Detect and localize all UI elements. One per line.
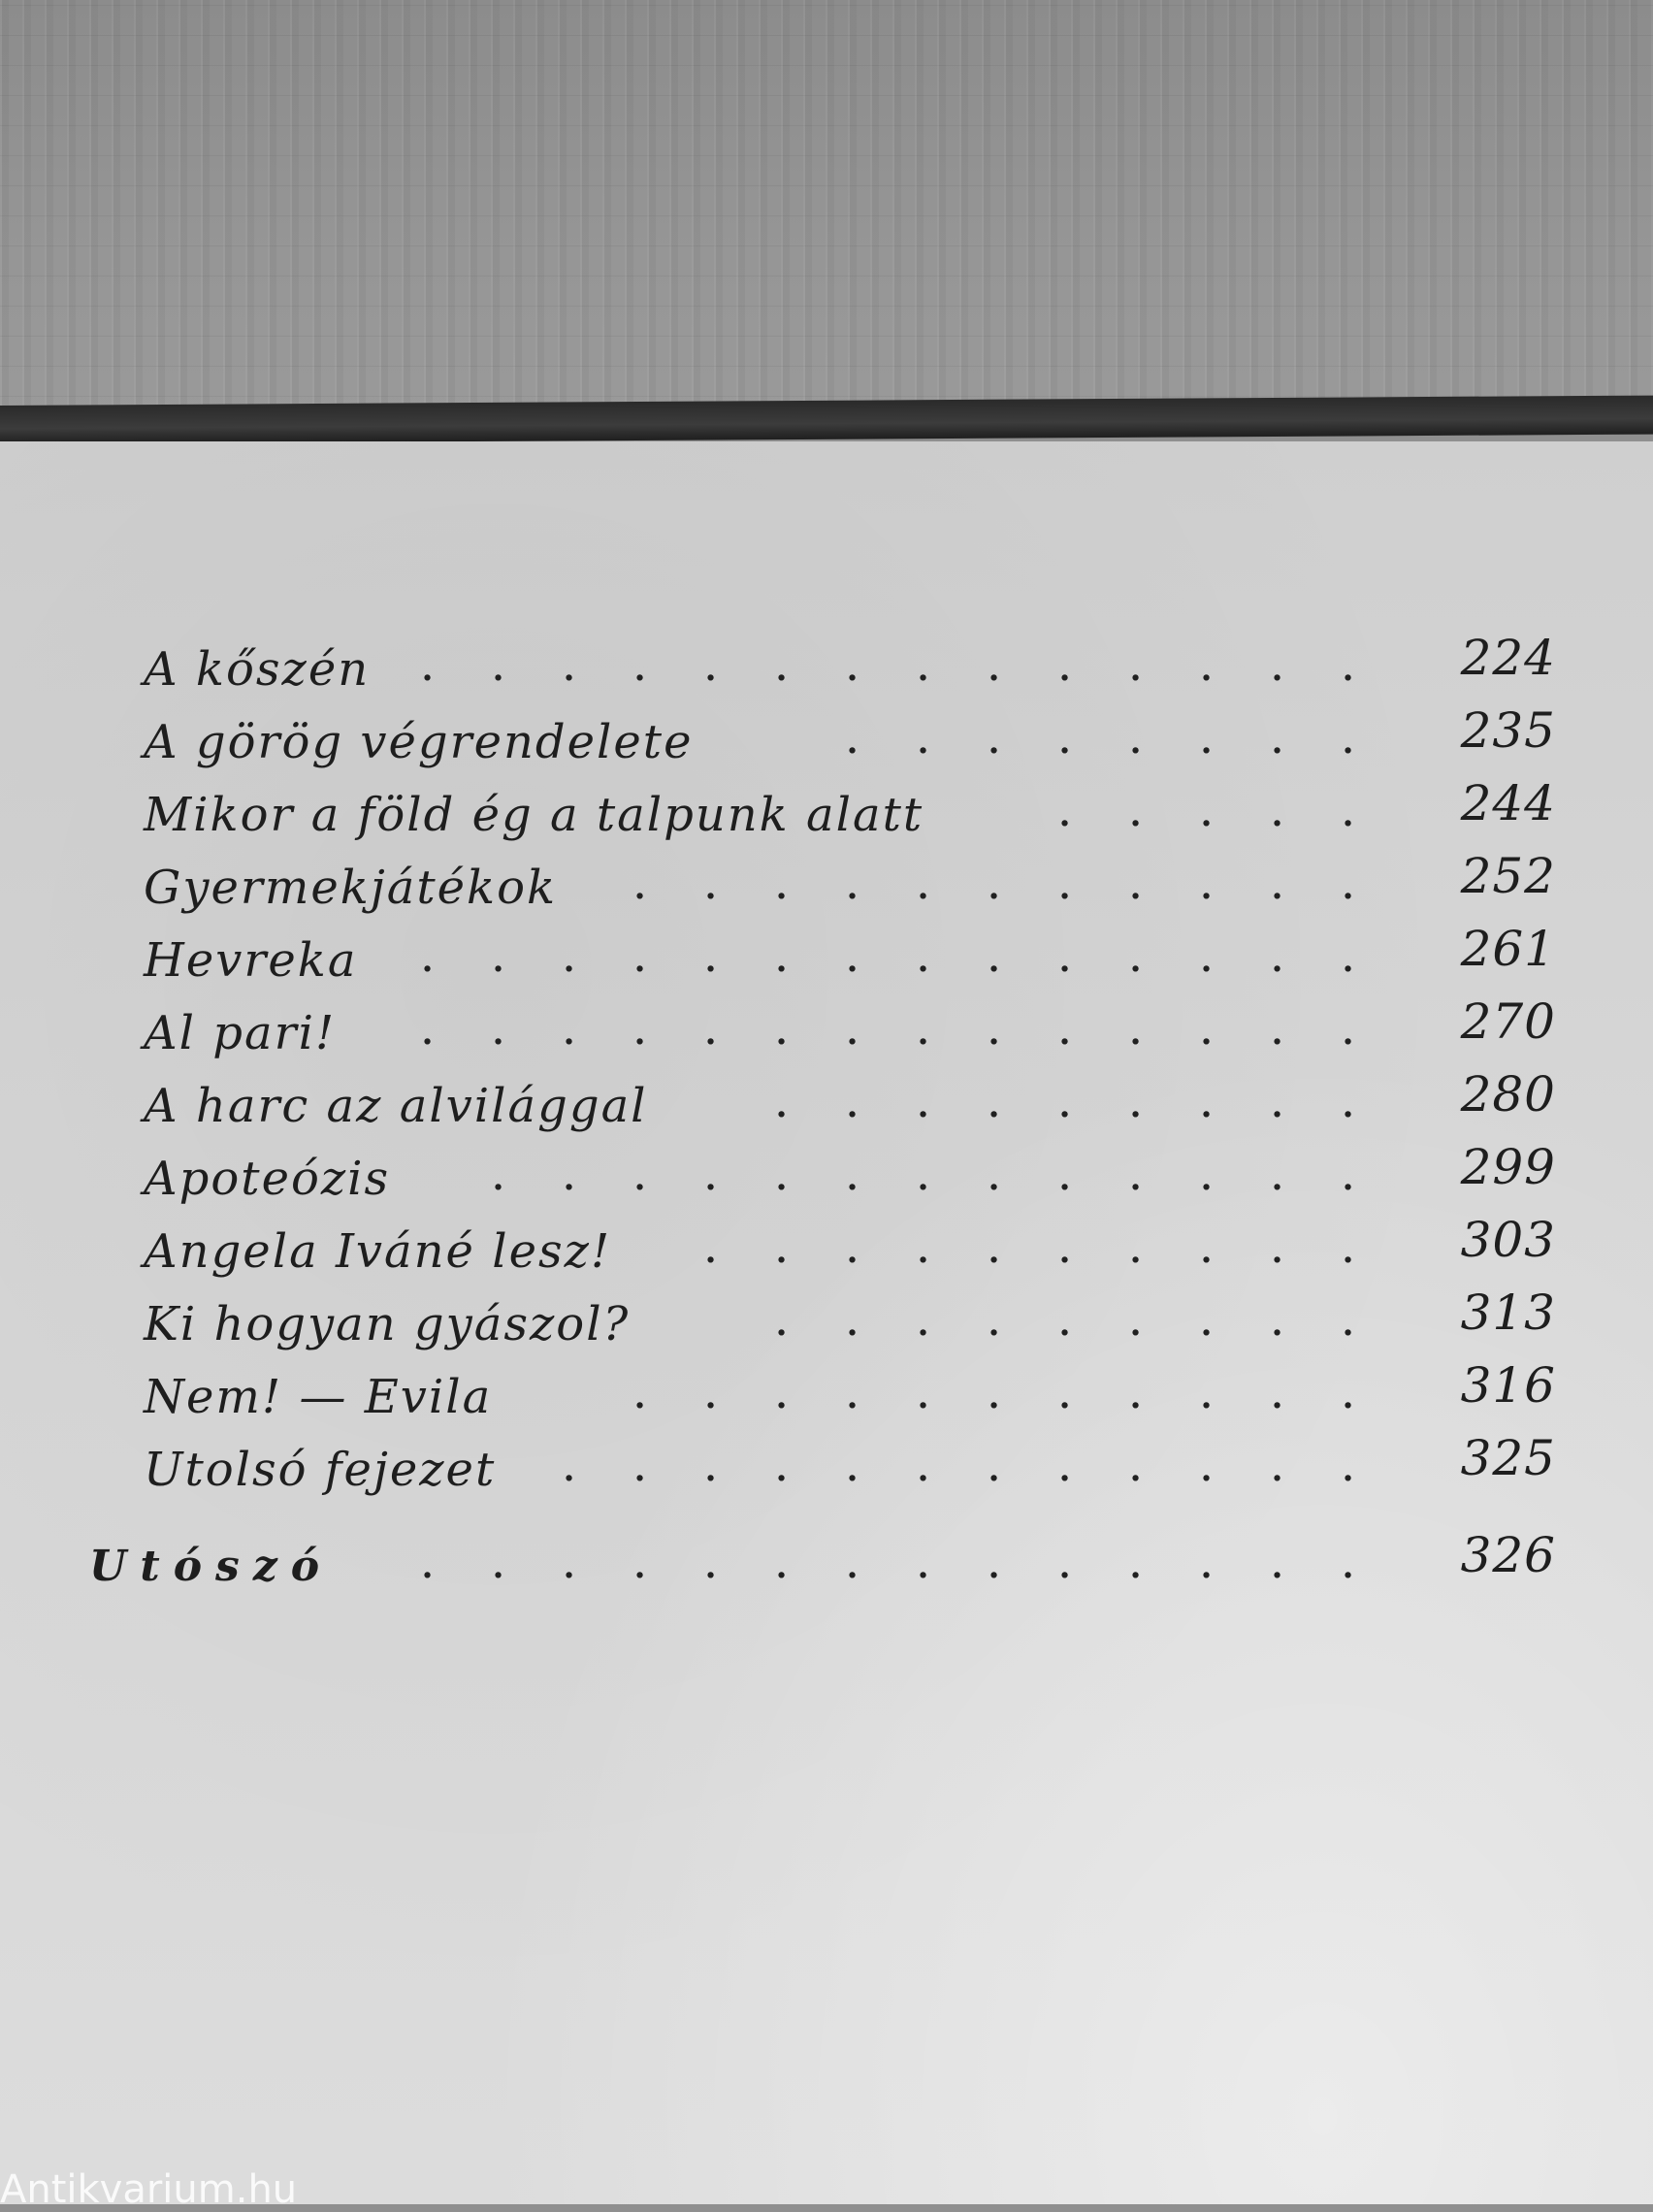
toc-entry-title: Hevreka <box>144 933 358 988</box>
toc-dot-leader: . . . . . <box>1058 796 1354 834</box>
toc-entry-title: Nem! — Evila <box>144 1370 493 1424</box>
toc-dot-leader: . . . . . . . . . . . . . . <box>421 1014 1354 1053</box>
toc-dot-leader: . . . . . . . . . . . . . . <box>421 1547 1354 1586</box>
toc-entry-page: 244 <box>1460 775 1556 831</box>
book-page <box>0 441 1653 2212</box>
toc-entry <box>0 921 1653 994</box>
toc-entry <box>0 1285 1653 1358</box>
toc-entry-title: Mikor a föld ég a talpunk alatt <box>144 788 924 842</box>
toc-dot-leader: . . . . . . . . . . . . . . <box>421 941 1354 980</box>
toc-dot-leader: . . . . . . . . <box>846 723 1354 762</box>
toc-entry <box>0 630 1653 703</box>
watermark: Antikvarium.hu <box>0 2167 298 2212</box>
toc-entry <box>0 1430 1653 1504</box>
toc-entry-page: 313 <box>1460 1285 1556 1341</box>
toc-entry-title: A görög végrendelete <box>144 715 694 769</box>
toc-dot-leader: . . . . . . . . . . . . <box>563 1450 1354 1489</box>
toc-entry-title: Utószó <box>89 1542 334 1591</box>
toc-entry <box>0 1357 1653 1431</box>
toc-entry-title: A harc az alvilággal <box>144 1079 648 1133</box>
toc-entry-page: 261 <box>1460 921 1556 977</box>
toc-dot-leader: . . . . . . . . . <box>775 1305 1354 1344</box>
toc-entry-page: 325 <box>1460 1430 1556 1486</box>
toc-entry <box>0 848 1653 922</box>
toc-entry-page: 252 <box>1460 848 1556 904</box>
toc-dot-leader: . . . . . . . . . . . . . <box>492 1159 1354 1198</box>
toc-entry-page: 280 <box>1460 1066 1556 1122</box>
toc-entry-page: 270 <box>1460 993 1556 1050</box>
toc-entry-page: 299 <box>1460 1139 1556 1195</box>
toc-entry-title: Ki hogyan gyászol? <box>144 1297 631 1351</box>
toc-entry <box>0 702 1653 776</box>
toc-dot-leader: . . . . . . . . . . . <box>633 868 1354 907</box>
toc-entry-title: Al pari! <box>144 1006 337 1060</box>
toc-entry-page: 224 <box>1460 630 1556 686</box>
toc-entry <box>0 1066 1653 1140</box>
toc-dot-leader: . . . . . . . . . . <box>704 1232 1354 1271</box>
toc-entry <box>0 1212 1653 1285</box>
toc-dot-leader: . . . . . . . . . . . . . . <box>421 650 1354 689</box>
toc-entry <box>0 993 1653 1067</box>
toc-dot-leader: . . . . . . . . . . . <box>633 1378 1354 1416</box>
toc-entry-title: Utolsó fejezet <box>144 1443 497 1497</box>
toc-entry-title: A kőszén <box>144 642 371 697</box>
toc-entry <box>0 1139 1653 1213</box>
toc-entry-title: Apoteózis <box>144 1152 391 1206</box>
toc-entry-title: Angela Iváné lesz! <box>144 1224 612 1279</box>
background-surface <box>0 0 1653 427</box>
toc-afterword-entry <box>0 1527 1653 1601</box>
toc-entry-page: 316 <box>1460 1357 1556 1414</box>
toc-entry <box>0 775 1653 849</box>
toc-dot-leader: . . . . . . . . . <box>775 1087 1354 1125</box>
toc-entry-page: 303 <box>1460 1212 1556 1268</box>
toc-entry-title: Gyermekjátékok <box>144 861 558 915</box>
toc-entry-page: 326 <box>1460 1527 1556 1583</box>
toc-entry-page: 235 <box>1460 702 1556 759</box>
